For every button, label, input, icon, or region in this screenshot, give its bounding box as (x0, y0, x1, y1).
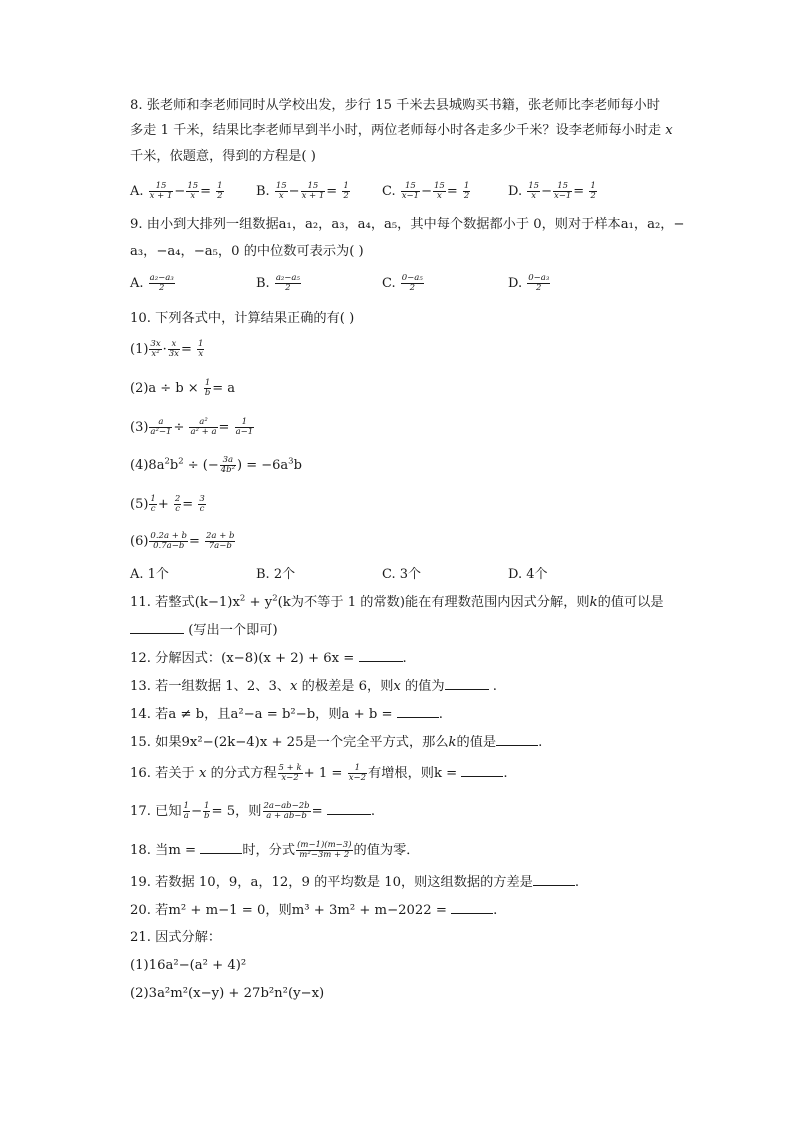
q9-line1: 9. 由小到大排列一组数据a₁，a₂，a₃，a₄，a₅，其中每个数据都小于 0，则对于样本a₁，a₂，− (130, 217, 685, 232)
q21-part-1: (1)16a²−(a² + 4)² (130, 958, 247, 973)
q20-line: 20. 若m² + m−1 = 0，则m³ + 3m² + m−2022 = . (130, 903, 498, 918)
q8-option-b: B. $\frac{15}{x}$ − $\frac{15}{x + 1}$ = $\frac{1}{2}$ (256, 181, 349, 201)
q8-line2: 多走 1 千米，结果比李老师早到半小时，两位老师每小时各走多少千米？设李老师每小时走 x (130, 123, 673, 138)
q20-answer-blank[interactable] (451, 901, 493, 914)
q11-answer-blank[interactable] (130, 621, 184, 634)
q12-answer-blank[interactable] (359, 649, 403, 662)
q19-answer-blank[interactable] (533, 873, 575, 886)
q8-line1: 8. 张老师和李老师同时从学校出发，步行 15 千米去县城购买书籍，张老师比李老师每小时 (130, 98, 660, 113)
q17-line: 17. 已知 $\frac{1}{a}$ − $\frac{1}{b}$ = 5，则 $\frac{2a-ab-2b}{a + ab-b}$ = . (130, 801, 376, 821)
q10-option-d: D. 4个 (508, 567, 548, 582)
q10-option-a: A. 1个 (130, 567, 169, 582)
q8-option-a: A. $\frac{15}{x + 1}$ − $\frac{15}{x}$ = $\frac{1}{2}$ (130, 181, 223, 201)
q9-option-c: C. $\frac{\text{0−a₅}}{2}$ (382, 273, 423, 293)
q16-line: 16. 若关于 x 的分式方程 $\frac{5 + k}{x-2}$ + 1 = $\frac{1}{x-2}$ 有增根，则k = . (130, 763, 508, 783)
q8-option-d: D. $\frac{15}{x}$ − $\frac{15}{x-1}$ = $\frac{1}{2}$ (508, 181, 596, 201)
q15-answer-blank[interactable] (496, 733, 538, 746)
q13-answer-blank[interactable] (445, 677, 489, 690)
q17-answer-blank[interactable] (327, 802, 371, 815)
q10-item-2: (2)a ÷ b × $\frac{1}{b}$ = a (130, 378, 236, 398)
q18-line: 18. 当m = 时，分式 $\frac{(m-1)(m-3)}{\text{m²−3m + 2}}$ 的值为零． (130, 840, 420, 860)
q8-option-c: C. $\frac{15}{x-1}$ − $\frac{15}{x}$ = $\frac{1}{2}$ (382, 181, 470, 201)
q21-line: 21. 因式分解： (130, 930, 222, 945)
q14-line: 14. 若a ≠ b，且a²−a = b²−b，则a + b = . (130, 707, 443, 722)
q21-part-2: (2)3a²m²(x−y) + 27b²n²(y−x) (130, 986, 325, 1001)
q9-line2: a₃，−a₄，−a₅，0 的中位数可表示为( ) (130, 244, 364, 259)
q11-line1: 11. 若整式$(k-1)x^2 + y^2(k$为不等于 1 的常数)能在有理数范围内因式分解，则k的值可以是 (130, 593, 664, 610)
q10-item-1: (1) $\frac{3x}{\text{x²}}$ · $\frac{x}{3x}$ = $\frac{1}{x}$ (130, 339, 204, 359)
q11-line2: (写出一个即可) (130, 621, 278, 640)
q9-option-a: A. $\frac{\text{a₂−a₃}}{2}$ (130, 273, 174, 293)
q8-line3: 千米，依题意，得到的方程是( ) (130, 149, 316, 164)
q10-item-3: (3) $\frac{a}{\text{a²−1}}$ ÷ $\frac{\text{a²}}{\text{a² + a}}$ = $\frac{1}{a-1}$ (130, 417, 254, 437)
q13-line: 13. 若一组数据 1、2、3、x 的极差是 6，则x 的值为 . (130, 679, 497, 694)
q15-line: 15. 如果9x²−(2k−4)x + 25是一个完全平方式，那么k的值是 . (130, 735, 543, 750)
q10-line1: 10. 下列各式中，计算结果正确的有( ) (130, 311, 355, 326)
q12-line: 12. 分解因式：(x−8)(x + 2) + 6x = . (130, 651, 407, 666)
q10-option-c: C. 3个 (382, 567, 422, 582)
q9-option-d: D. $\frac{\text{0−a₃}}{2}$ (508, 273, 550, 293)
q18-answer-blank[interactable] (200, 841, 242, 854)
q14-answer-blank[interactable] (397, 705, 439, 718)
q9-option-b: B. $\frac{\text{a₂−a₅}}{2}$ (256, 273, 300, 293)
q16-answer-blank[interactable] (461, 764, 503, 777)
q10-item-5: (5) $\frac{1}{c}$ + $\frac{2}{c}$ = $\frac{3}{c}$ (130, 494, 205, 514)
q10-option-b: B. 2个 (256, 567, 296, 582)
q10-item-6: (6) $\frac{0.2a + b}{0.7a-b}$ = $\frac{2a + b}{7a-b}$ (130, 531, 235, 551)
q10-item-4: $(4)8a^2b^2$ ÷ (− $\frac{3a}{\text{4b²}}$ ) = $-6a^3b$ (130, 455, 302, 475)
q19-line: 19. 若数据 10，9，a，12，9 的平均数是 10，则这组数据的方差是 . (130, 875, 580, 890)
